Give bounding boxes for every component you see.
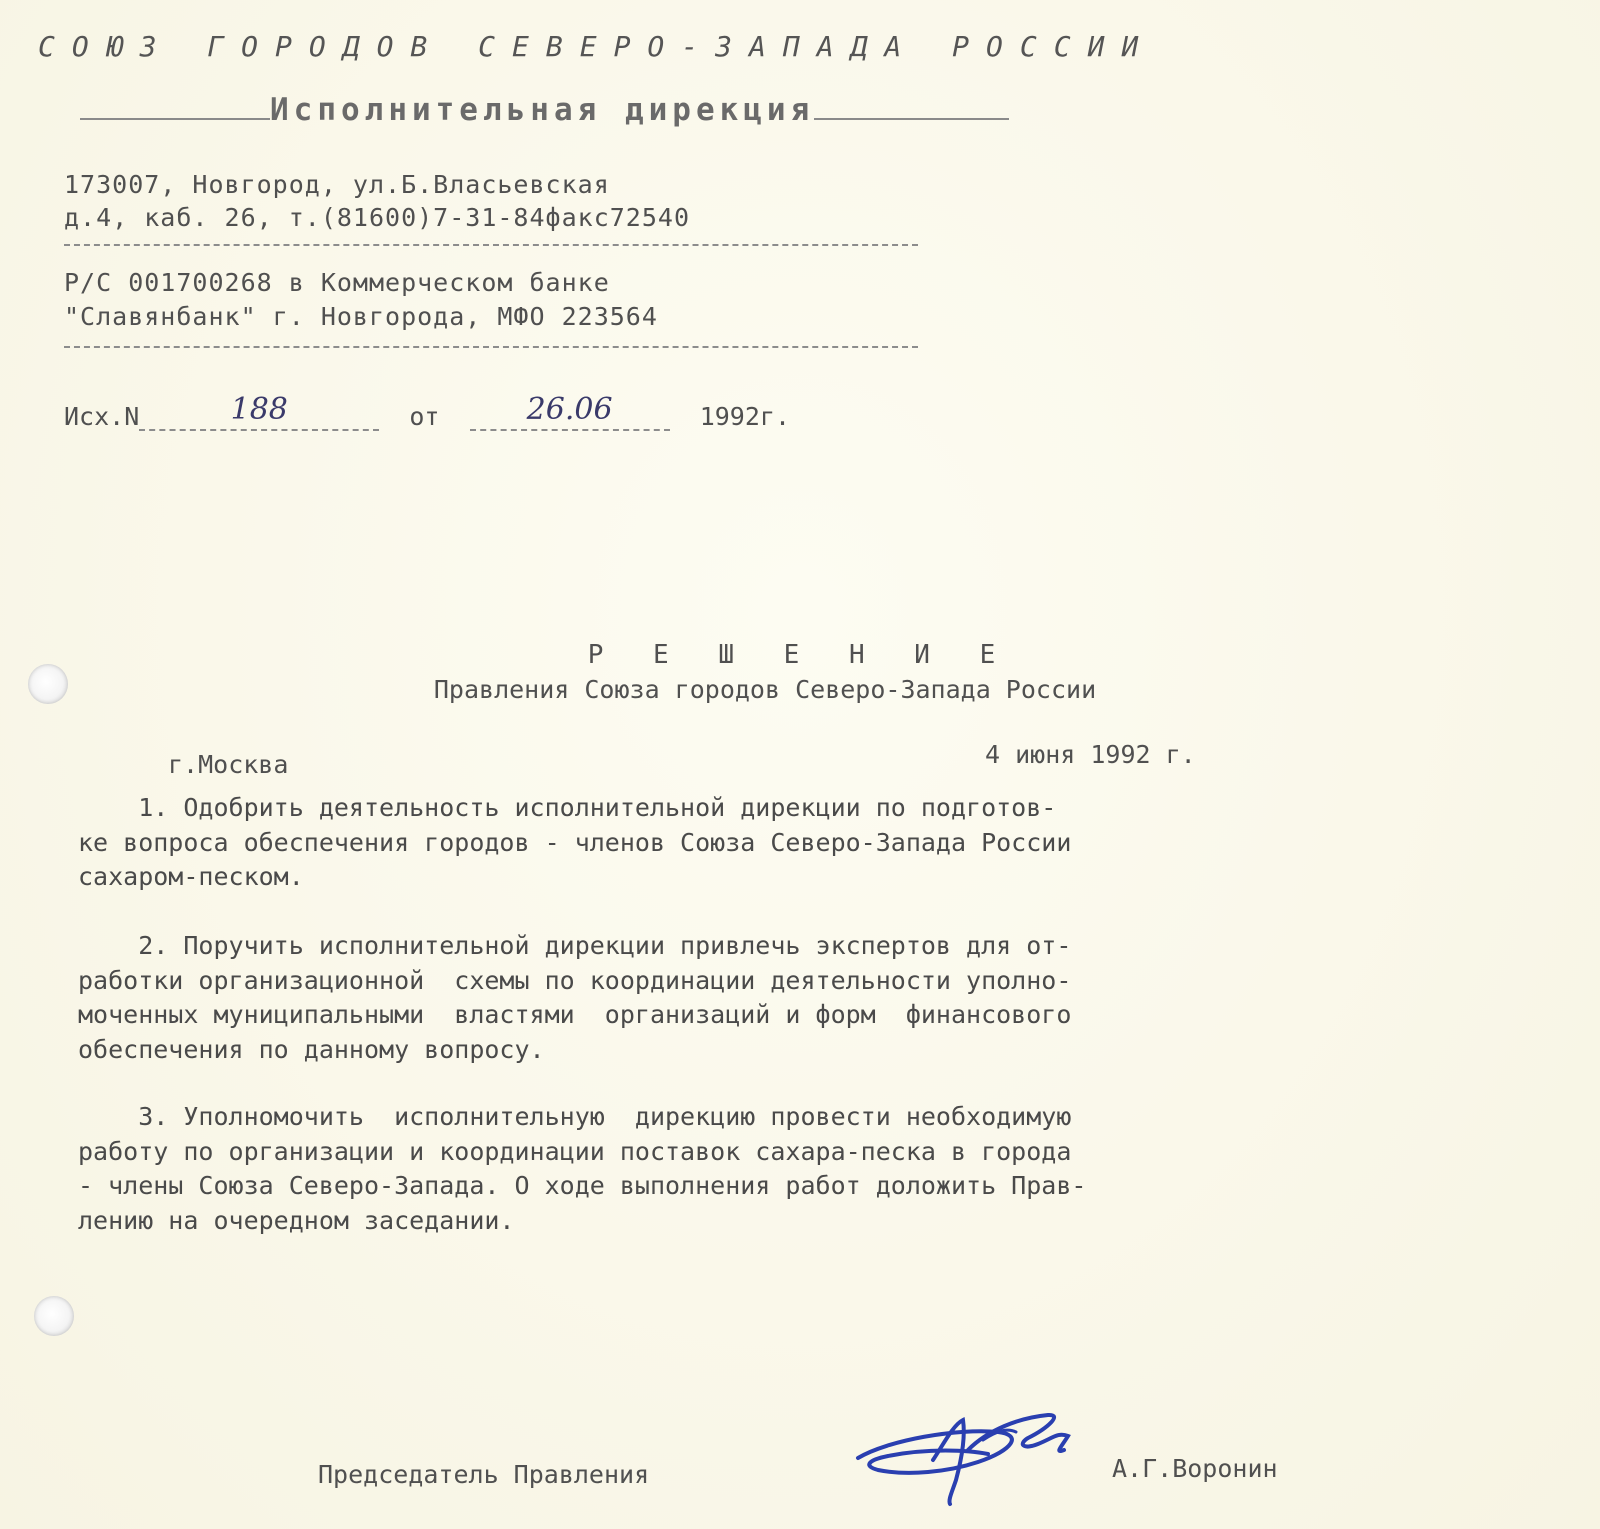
- item-line: моченных муниципальными властями организаций и форм финансового: [78, 1000, 1072, 1029]
- item-line: 2. Поручить исполнительной дирекции привлечь экспертов для от-: [78, 931, 1072, 960]
- decision-title: Р Е Ш Е Н И Е: [587, 640, 1013, 670]
- outgoing-label: Исх.N: [64, 402, 140, 431]
- bank-divider: [64, 346, 918, 348]
- outgoing-date: 26.06: [526, 392, 613, 427]
- decision-item-1: [78, 791, 1071, 895]
- decision-item-2: [78, 929, 1071, 1067]
- outgoing-from-label: от: [409, 402, 440, 431]
- outgoing-reference: [64, 392, 791, 431]
- item-line: работу по организации и координации поставок сахара-песка в города: [78, 1136, 1072, 1166]
- item-line: работки организационной схемы по координации деятельности уполно-: [78, 965, 1072, 995]
- item-line: - члены Союза Северо-Запада. О ходе выполнения работ доложить Прав-: [78, 1171, 1087, 1200]
- decision-subtitle: Правления Союза городов Северо-Запада России: [433, 675, 1097, 704]
- signatory-name: А.Г.Воронин: [1112, 1454, 1278, 1483]
- item-line: 3. Уполномочить исполнительную дирекцию провести необходимую: [78, 1102, 1072, 1131]
- outgoing-year: 1992г.: [699, 402, 791, 431]
- decision-date: 4 июня 1992 г.: [985, 740, 1196, 769]
- item-line: 1. Одобрить деятельность исполнительной дирекции по подготов-: [78, 793, 1057, 822]
- decision-place: г.Москва: [168, 750, 289, 779]
- item-line: лению на очередном заседании.: [78, 1205, 515, 1235]
- letterhead-organization: СОЮЗ ГОРОДОВ СЕВЕРО-ЗАПАДА РОССИИ: [38, 30, 1156, 63]
- address-line-2: д.4, каб. 26, т.(81600)7-31-84факс72540: [64, 203, 690, 232]
- item-line: обеспечения по данному вопросу.: [78, 1034, 545, 1064]
- letterhead-directorate: [80, 92, 1009, 128]
- punch-hole-bottom: [34, 1296, 74, 1336]
- item-line: сахаром-песком.: [78, 862, 304, 891]
- directorate-title: Исполнительная дирекция: [270, 92, 815, 128]
- outgoing-number: 188: [230, 392, 288, 427]
- bank-line-2: "Славянбанк" г. Новгорода, МФО 223564: [64, 302, 658, 331]
- handwritten-signature: [848, 1410, 1098, 1510]
- decision-item-3: [78, 1100, 1086, 1238]
- bank-line-1: Р/С 001700268 в Коммерческом банке: [64, 268, 610, 297]
- signatory-title: Председатель Правления: [318, 1460, 650, 1489]
- address-line-1: 173007, Новгород, ул.Б.Власьевская: [64, 170, 610, 199]
- address-divider: [64, 244, 918, 246]
- item-line: ке вопроса обеспечения городов - членов Союза Северо-Запада России: [78, 827, 1072, 857]
